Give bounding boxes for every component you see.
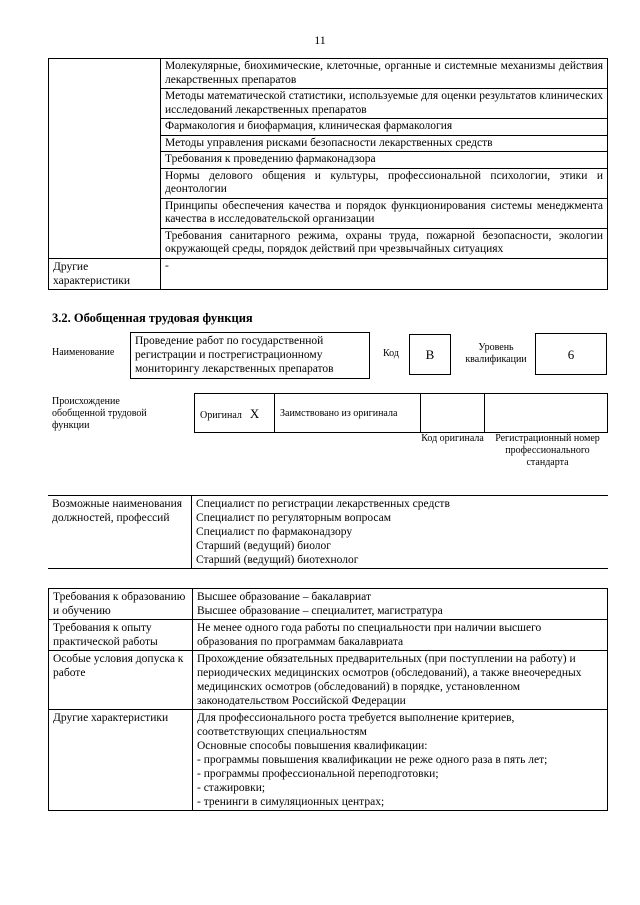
knowledge-row: Фармакология и биофармация, клиническая фармакология bbox=[161, 119, 608, 136]
level-label: Уровень квалификации bbox=[465, 342, 527, 365]
knowledge-table bbox=[48, 58, 608, 290]
name-label: Наименование bbox=[52, 347, 115, 358]
original-code-caption: Код оригинала bbox=[421, 433, 484, 444]
admission-line: Прохождение обязательных предварительных (при поступлении на работу) и периодических медицинских осмотров (обследований), а также внеочередных медицинских осмотров (обследований) в порядке, установленном законодательством Российской Федерации bbox=[197, 653, 582, 707]
requirements-table bbox=[48, 588, 608, 811]
borrowed-cell: Заимствовано из оригинала bbox=[274, 393, 421, 433]
other-characteristics-value: - bbox=[161, 258, 608, 289]
other-line: - тренинги в симуляционных центрах; bbox=[197, 796, 385, 808]
knowledge-row: Методы математической статистики, используемые для оценки результатов клинических исследований лекарственных препаратов bbox=[161, 89, 608, 119]
experience-value bbox=[193, 620, 608, 651]
experience-label: Требования к опыту практической работы bbox=[49, 620, 193, 651]
positions-table bbox=[48, 495, 608, 569]
knowledge-row: Молекулярные, биохимические, клеточные, органные и системные механизмы действия лекарственных препаратов bbox=[161, 59, 608, 89]
original-mark: X bbox=[249, 406, 260, 421]
knowledge-row: Нормы делового общения и культуры, профессиональной психологии, этики и деонтологии bbox=[161, 168, 608, 198]
education-line: Высшее образование – бакалавриат bbox=[197, 591, 371, 603]
education-line: Высшее образование – специалитет, магистратура bbox=[197, 605, 443, 617]
knowledge-row: Требования санитарного режима, охраны труда, пожарной безопасности, экологии окружающей среды, порядок действий при чрезвычайных ситуациях bbox=[161, 228, 608, 258]
original-code-cell bbox=[420, 393, 485, 433]
other-characteristics-label: Другие характеристики bbox=[49, 258, 161, 289]
other-line: - стажировки; bbox=[197, 782, 266, 794]
position-item: Старший (ведущий) биолог bbox=[196, 540, 332, 552]
other-line: Для профессионального роста требуется выполнение критериев, соответствующих специальностям bbox=[197, 712, 515, 738]
knowledge-row: Требования к проведению фармаконадзора bbox=[161, 152, 608, 169]
code-label: Код bbox=[383, 348, 399, 359]
position-item: Специалист по регистрации лекарственных средств bbox=[196, 498, 450, 510]
knowledge-row: Принципы обеспечения качества и порядок функционирования системы менеджмента качества в исследовательской организации bbox=[161, 198, 608, 228]
education-label: Требования к образованию и обучению bbox=[49, 589, 193, 620]
other-value bbox=[193, 710, 608, 811]
other-label: Другие характеристики bbox=[49, 710, 193, 811]
positions-list bbox=[192, 496, 609, 569]
page-number: 11 bbox=[314, 33, 326, 47]
section-title: 3.2. Обобщенная трудовая функция bbox=[52, 311, 253, 325]
positions-label: Возможные наименования должностей, профессий bbox=[48, 496, 192, 569]
original-cell bbox=[194, 393, 275, 433]
code-value-box: B bbox=[409, 334, 451, 375]
position-item: Старший (ведущий) биотехнолог bbox=[196, 554, 359, 566]
registration-number-caption: Регистрационный номер профессионального стандарта bbox=[495, 433, 600, 468]
original-label: Оригинал bbox=[200, 410, 242, 421]
position-item: Специалист по регуляторным вопросам bbox=[196, 512, 392, 524]
function-name-box: Проведение работ по государственной регистрации и пострегистрационному мониторингу лекарственных препаратов bbox=[130, 332, 370, 379]
level-value-box: 6 bbox=[535, 333, 607, 375]
other-line: - программы профессиональной переподготовки; bbox=[197, 768, 439, 780]
knowledge-table-left-cell bbox=[49, 59, 161, 259]
other-line: Основные способы повышения квалификации: bbox=[197, 740, 428, 752]
registration-number-cell bbox=[484, 393, 608, 433]
admission-value bbox=[193, 651, 608, 710]
experience-line: Не менее одного года работы по специальности при наличии высшего образования по программам бакалавриата bbox=[197, 622, 542, 648]
knowledge-row: Методы управления рисками безопасности лекарственных средств bbox=[161, 135, 608, 152]
origin-label: Происхождение обобщенной трудовой функции bbox=[52, 396, 147, 431]
education-value bbox=[193, 589, 608, 620]
admission-label: Особые условия допуска к работе bbox=[49, 651, 193, 710]
other-line: - программы повышения квалификации не реже одного раза в пять лет; bbox=[197, 754, 548, 766]
position-item: Специалист по фармаконадзору bbox=[196, 526, 353, 538]
